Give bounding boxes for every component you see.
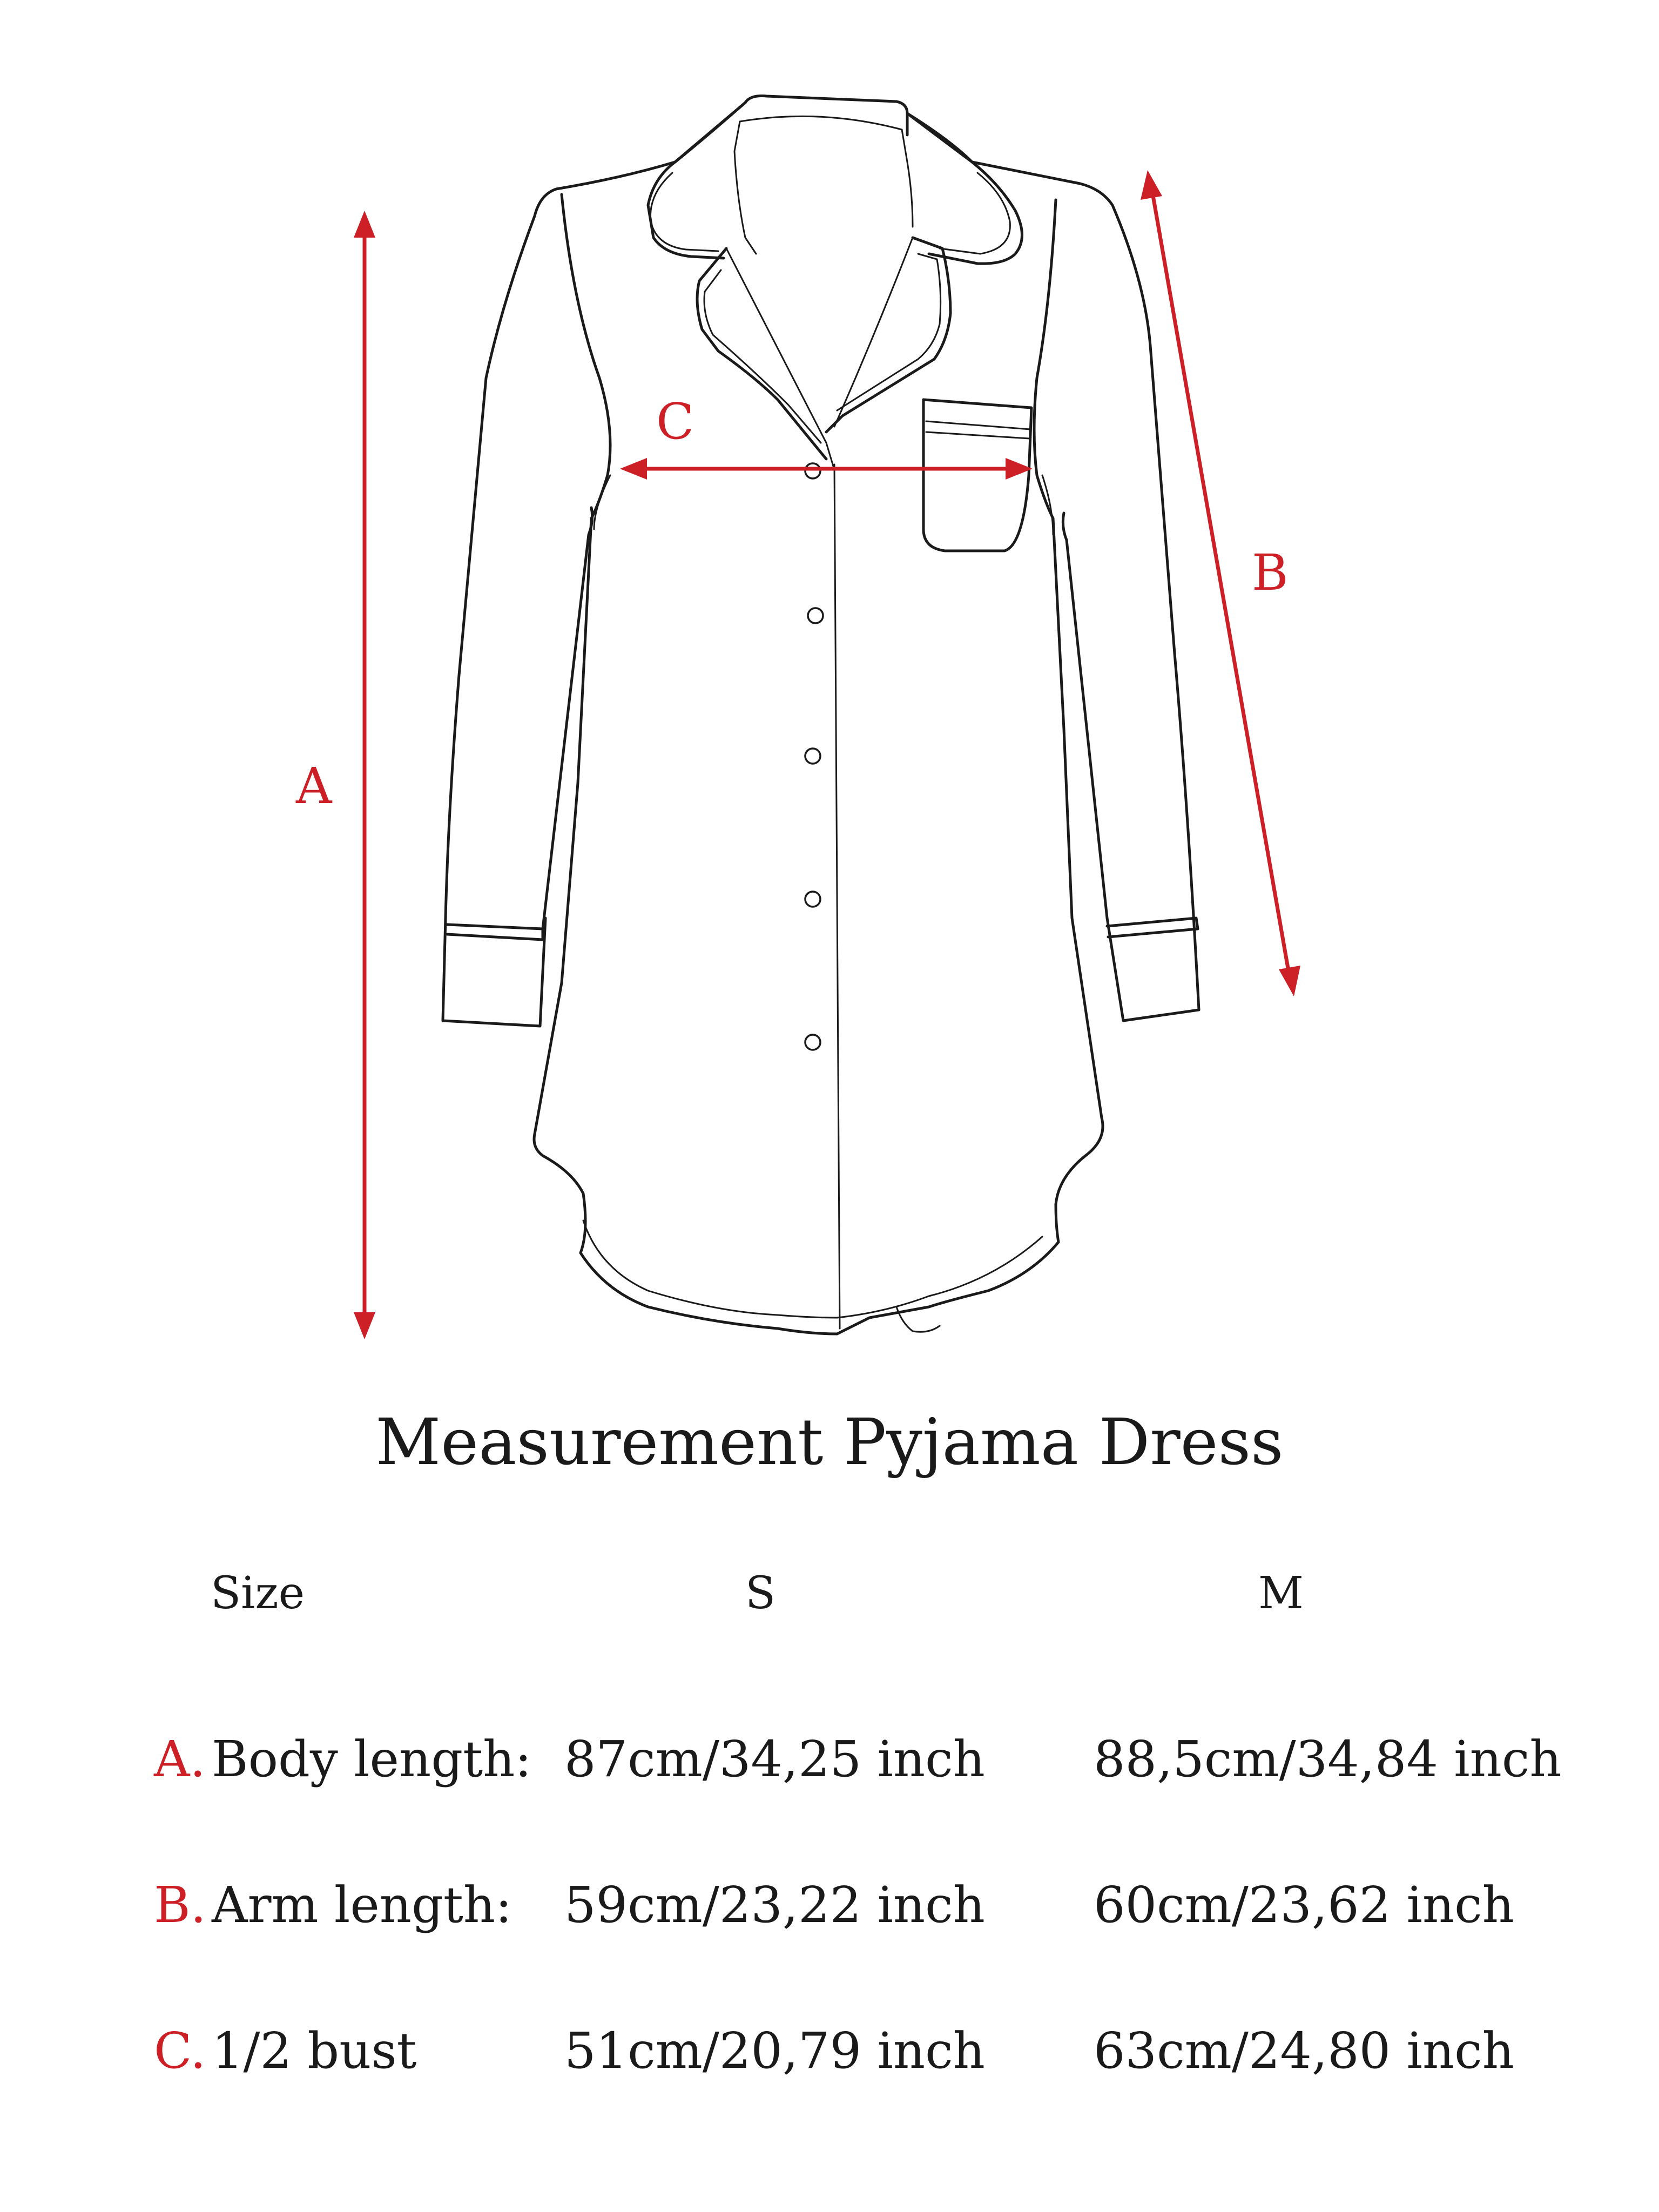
collar-piping-left bbox=[651, 173, 719, 251]
page-title: Measurement Pyjama Dress bbox=[375, 1405, 1284, 1479]
placket bbox=[834, 464, 840, 1328]
cuff-left bbox=[447, 925, 543, 940]
table-row bbox=[0, 1877, 1659, 1936]
lapel-left-piping bbox=[704, 270, 821, 443]
value-s: 51cm/20,79 inch bbox=[564, 2022, 985, 2080]
header-s: S bbox=[745, 1568, 776, 1619]
buttons bbox=[805, 463, 823, 1050]
collar-band bbox=[745, 96, 907, 136]
table-row bbox=[0, 1731, 1659, 1790]
measure-a-arrow bbox=[354, 211, 375, 1339]
button-5 bbox=[805, 1035, 820, 1050]
label-a: A bbox=[296, 757, 332, 815]
measure-c-arrow bbox=[620, 458, 1033, 480]
body-right-side bbox=[837, 518, 1103, 1334]
label-c: C bbox=[656, 393, 694, 450]
button-3 bbox=[805, 748, 820, 764]
sleeve-left-inner bbox=[543, 508, 592, 929]
value-m: 63cm/24,80 inch bbox=[1094, 2022, 1514, 2080]
value-s: 59cm/23,22 inch bbox=[564, 1876, 985, 1934]
dress-outline bbox=[443, 96, 1199, 1334]
button-2 bbox=[808, 608, 823, 623]
table-row bbox=[0, 2022, 1659, 2082]
button-4 bbox=[805, 892, 820, 907]
row-label: Body length: bbox=[212, 1730, 532, 1788]
pocket-piping bbox=[926, 421, 1030, 439]
row-letter: B. bbox=[154, 1876, 206, 1934]
value-m: 60cm/23,62 inch bbox=[1094, 1876, 1514, 1934]
value-s: 87cm/34,25 inch bbox=[564, 1730, 985, 1788]
cuff-right bbox=[1107, 918, 1198, 937]
row-letter: C. bbox=[154, 2022, 206, 2080]
collar-back bbox=[648, 103, 745, 258]
row-letter: A. bbox=[154, 1730, 206, 1788]
hem-piping bbox=[583, 1220, 1042, 1318]
header-m: M bbox=[1258, 1568, 1304, 1619]
armhole-right bbox=[1034, 200, 1056, 518]
collar-piping-right bbox=[940, 173, 1010, 254]
label-b: B bbox=[1252, 544, 1289, 602]
neckline bbox=[740, 116, 902, 130]
header-size: Size bbox=[211, 1568, 305, 1619]
row-label: Arm length: bbox=[212, 1876, 512, 1934]
armhole-left bbox=[562, 194, 610, 518]
button-1 bbox=[805, 463, 820, 478]
row-label: 1/2 bust bbox=[212, 2022, 417, 2080]
value-m: 88,5cm/34,84 inch bbox=[1094, 1730, 1562, 1788]
body-left-side bbox=[534, 518, 837, 1334]
